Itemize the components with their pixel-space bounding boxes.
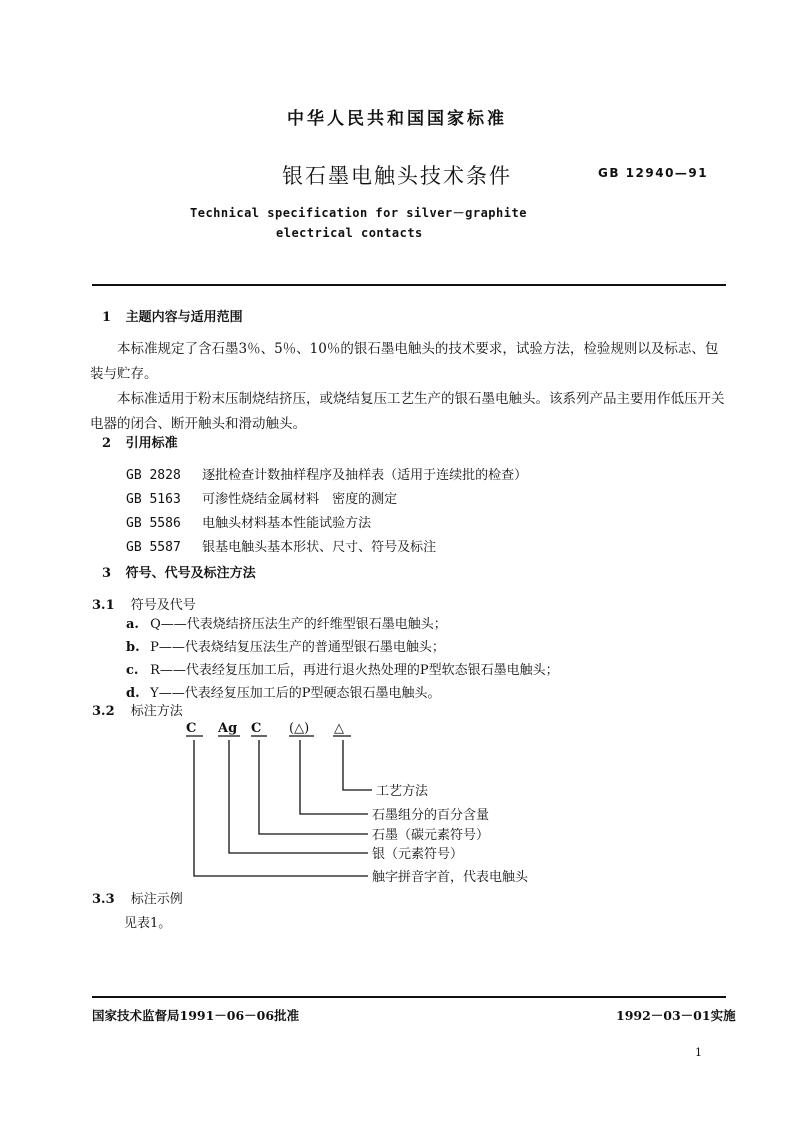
item-label: d. xyxy=(126,686,140,701)
subsection-title: 标注示例 xyxy=(130,892,183,907)
english-title-line1: Technical specification for silver－graphite xyxy=(190,206,527,220)
leader-line xyxy=(259,740,368,834)
section-title: 符号、代号及标注方法 xyxy=(125,566,256,581)
subsection-number: 3.2 xyxy=(92,704,115,719)
reference-title: 银基电触头基本形状、尺寸、符号及标注 xyxy=(202,540,437,555)
item-text: R——代表经复压加工后，再进行退火热处理的P型软态银石墨电触头； xyxy=(150,663,559,678)
diagram-label: 银（元素符号） xyxy=(372,847,464,862)
approval-note: 国家技术监督局1991－06－06批准 xyxy=(92,1008,300,1023)
item-text: Q——代表烧结挤压法生产的纤维型银石墨电触头； xyxy=(150,617,447,632)
section-title: 主题内容与适用范围 xyxy=(125,310,243,325)
diagram-symbol: (△) xyxy=(289,721,310,736)
standard-code: GB 12940—91 xyxy=(598,166,709,180)
diagram-symbol: C xyxy=(251,721,262,736)
effective-date: 1992－03－01实施 xyxy=(616,1008,736,1023)
english-title-line2: electrical contacts xyxy=(276,226,423,240)
leader-line xyxy=(194,740,368,876)
section-title: 引用标准 xyxy=(125,436,178,451)
reference-code: GB 5586 xyxy=(126,516,181,531)
section-number: 2 xyxy=(102,436,112,451)
item-label: c. xyxy=(126,663,139,678)
subsection-number: 3.1 xyxy=(92,598,115,613)
subsection-title: 标注方法 xyxy=(130,704,183,719)
footer-rule xyxy=(92,996,726,998)
item-label: b. xyxy=(126,640,140,655)
leader-line xyxy=(300,740,368,814)
reference-title: 逐批检查计数抽样程序及抽样表（适用于连续批的检查） xyxy=(202,468,528,483)
section-1-paragraph-2: 本标准适用于粉末压制烧结挤压，或烧结复压工艺生产的银石墨电触头。该系列产品主要用作低压开关电器的闭合、断开触头和滑动触头。 xyxy=(90,391,725,432)
diagram-label: 触字拼音字首，代表电触头 xyxy=(372,870,529,885)
subsection-3-3-heading xyxy=(92,888,183,907)
subsection-title: 符号及代号 xyxy=(130,598,196,613)
item-text: Y——代表经复压加工后的P型硬态银石墨电触头。 xyxy=(150,686,441,701)
diagram-symbol: C xyxy=(186,721,197,736)
reference-code: GB 2828 xyxy=(126,468,181,483)
reference-title: 电触头材料基本性能试验方法 xyxy=(202,516,372,531)
document-title: 银石墨电触头技术条件 xyxy=(282,164,512,188)
leader-line xyxy=(343,740,372,790)
national-standard-heading: 中华人民共和国国家标准 xyxy=(287,109,507,129)
diagram-label: 石墨（碳元素符号） xyxy=(372,828,490,843)
section-number: 3 xyxy=(102,566,112,581)
page-number: 1 xyxy=(695,1046,702,1059)
diagram-label: 工艺方法 xyxy=(376,784,429,799)
diagram-symbol: △ xyxy=(334,721,344,736)
item-label: a. xyxy=(126,617,139,632)
example-reference: 见表1。 xyxy=(124,916,172,931)
leader-line xyxy=(229,740,368,853)
subsection-number: 3.3 xyxy=(92,892,115,907)
diagram-label: 石墨组分的百分含量 xyxy=(372,808,490,823)
item-text: P——代表烧结复压法生产的普通型银石墨电触头； xyxy=(150,640,445,655)
reference-title: 可渗性烧结金属材料 密度的测定 xyxy=(202,492,398,507)
section-number: 1 xyxy=(102,310,112,325)
reference-code: GB 5163 xyxy=(126,492,181,507)
section-1-paragraph-1: 本标准规定了含石墨3％、5％、10％的银石墨电触头的技术要求，试验方法，检验规则以及标志、包装与贮存。 xyxy=(90,341,719,382)
diagram-symbol: Ag xyxy=(218,721,238,736)
reference-code: GB 5587 xyxy=(126,540,181,555)
